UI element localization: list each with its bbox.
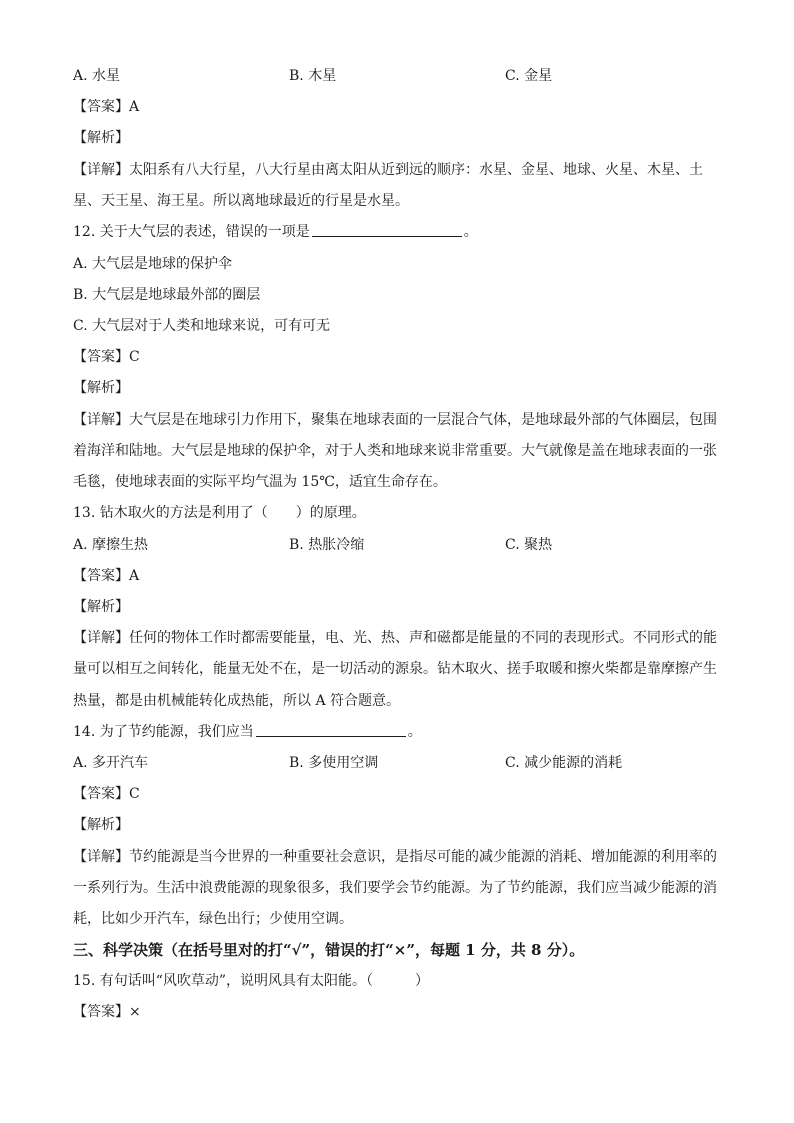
q14-detail-line-3: 耗，比如少开汽车，绿色出行；少使用空调。 — [73, 911, 353, 927]
q14-option-b: B. 多使用空调 — [289, 755, 379, 771]
q15-stem: 15. 有句话叫“风吹草动”，说明风具有太阳能。（ ） — [73, 973, 430, 989]
q11-option-a: A. 水星 — [73, 68, 121, 84]
q14-stem-text: 14. 为了节约能源，我们应当 — [73, 724, 254, 740]
q13-detail-line-3: 热量，都是由机械能转化成热能，所以 A 符合题意。 — [73, 693, 401, 709]
q12-stem — [73, 222, 478, 242]
q13-detail-line-2: 量可以相互之间转化，能量无处不在，是一切活动的源泉。钻木取火、搓手取暖和擦火柴都是靠摩擦产生 — [73, 661, 717, 677]
q13-answer: 【答案】A — [73, 568, 140, 584]
q12-answer: 【答案】C — [73, 349, 140, 365]
q12-detail-line-1: 【详解】大气层是在地球引力作用下，聚集在地球表面的一层混合气体，是地球最外部的气体圈层，包围 — [73, 412, 717, 428]
q14-detail-line-2: 一系列行为。生活中浪费能源的现象很多，我们要学会节约能源。为了节约能源，我们应当减少能源的消 — [73, 880, 717, 896]
q12-detail-line-2: 着海洋和陆地。大气层是地球的保护伞，对于人类和地球来说非常重要。大气就像是盖在地球表面的一张 — [73, 443, 717, 459]
q13-detail-line-1: 【详解】任何的物体工作时都需要能量，电、光、热、声和磁都是能量的不同的表现形式。不同形式的能 — [73, 630, 717, 646]
q12-option-c: C. 大气层对于人类和地球来说，可有可无 — [73, 318, 331, 334]
q14-stem-end: 。 — [407, 724, 422, 740]
q14-answer: 【答案】C — [73, 786, 140, 802]
q12-answer-blank — [312, 222, 462, 237]
q14-detail-line-1: 【详解】节约能源是当今世界的一种重要社会意识，是指尽可能的减少能源的消耗、增加能源的利用率的 — [73, 849, 717, 865]
q12-option-a: A. 大气层是地球的保护伞 — [73, 256, 233, 272]
q11-answer: 【答案】A — [73, 99, 140, 115]
q13-stem: 13. 钻木取火的方法是利用了（ ）的原理。 — [73, 505, 366, 521]
q14-option-c: C. 减少能源的消耗 — [505, 755, 623, 771]
q13-option-a: A. 摩擦生热 — [73, 537, 149, 553]
q11-option-b: B. 木星 — [289, 68, 337, 84]
q11-detail-line-1: 【详解】太阳系有八大行星，八大行星由离太阳从近到远的顺序：水星、金星、地球、火星、木星、土 — [73, 162, 703, 178]
q11-option-c: C. 金星 — [505, 68, 553, 84]
q11-analysis-label: 【解析】 — [73, 130, 129, 146]
q13-analysis-label: 【解析】 — [73, 599, 129, 615]
q15-answer: 【答案】× — [73, 1004, 141, 1020]
q12-option-b: B. 大气层是地球最外部的圈层 — [73, 287, 261, 303]
q12-detail-line-3: 毛毯，使地球表面的实际平均气温为 15℃，适宜生命存在。 — [73, 474, 447, 490]
q11-detail-line-2: 星、天王星、海王星。所以离地球最近的行星是水星。 — [73, 193, 409, 209]
q12-stem-end: 。 — [463, 224, 478, 240]
q13-option-c: C. 聚热 — [505, 537, 553, 553]
q12-analysis-label: 【解析】 — [73, 380, 129, 396]
q14-option-a: A. 多开汽车 — [73, 755, 149, 771]
q12-stem-text: 12. 关于大气层的表述，错误的一项是 — [73, 224, 310, 240]
q14-answer-blank — [256, 722, 406, 737]
q14-stem — [73, 722, 422, 742]
q13-option-b: B. 热胀冷缩 — [289, 537, 365, 553]
q14-analysis-label: 【解析】 — [73, 817, 129, 833]
section-three-heading: 三、科学决策（在括号里对的打“√”，错误的打“×”，每题 1 分，共 8 分）。 — [73, 941, 585, 959]
